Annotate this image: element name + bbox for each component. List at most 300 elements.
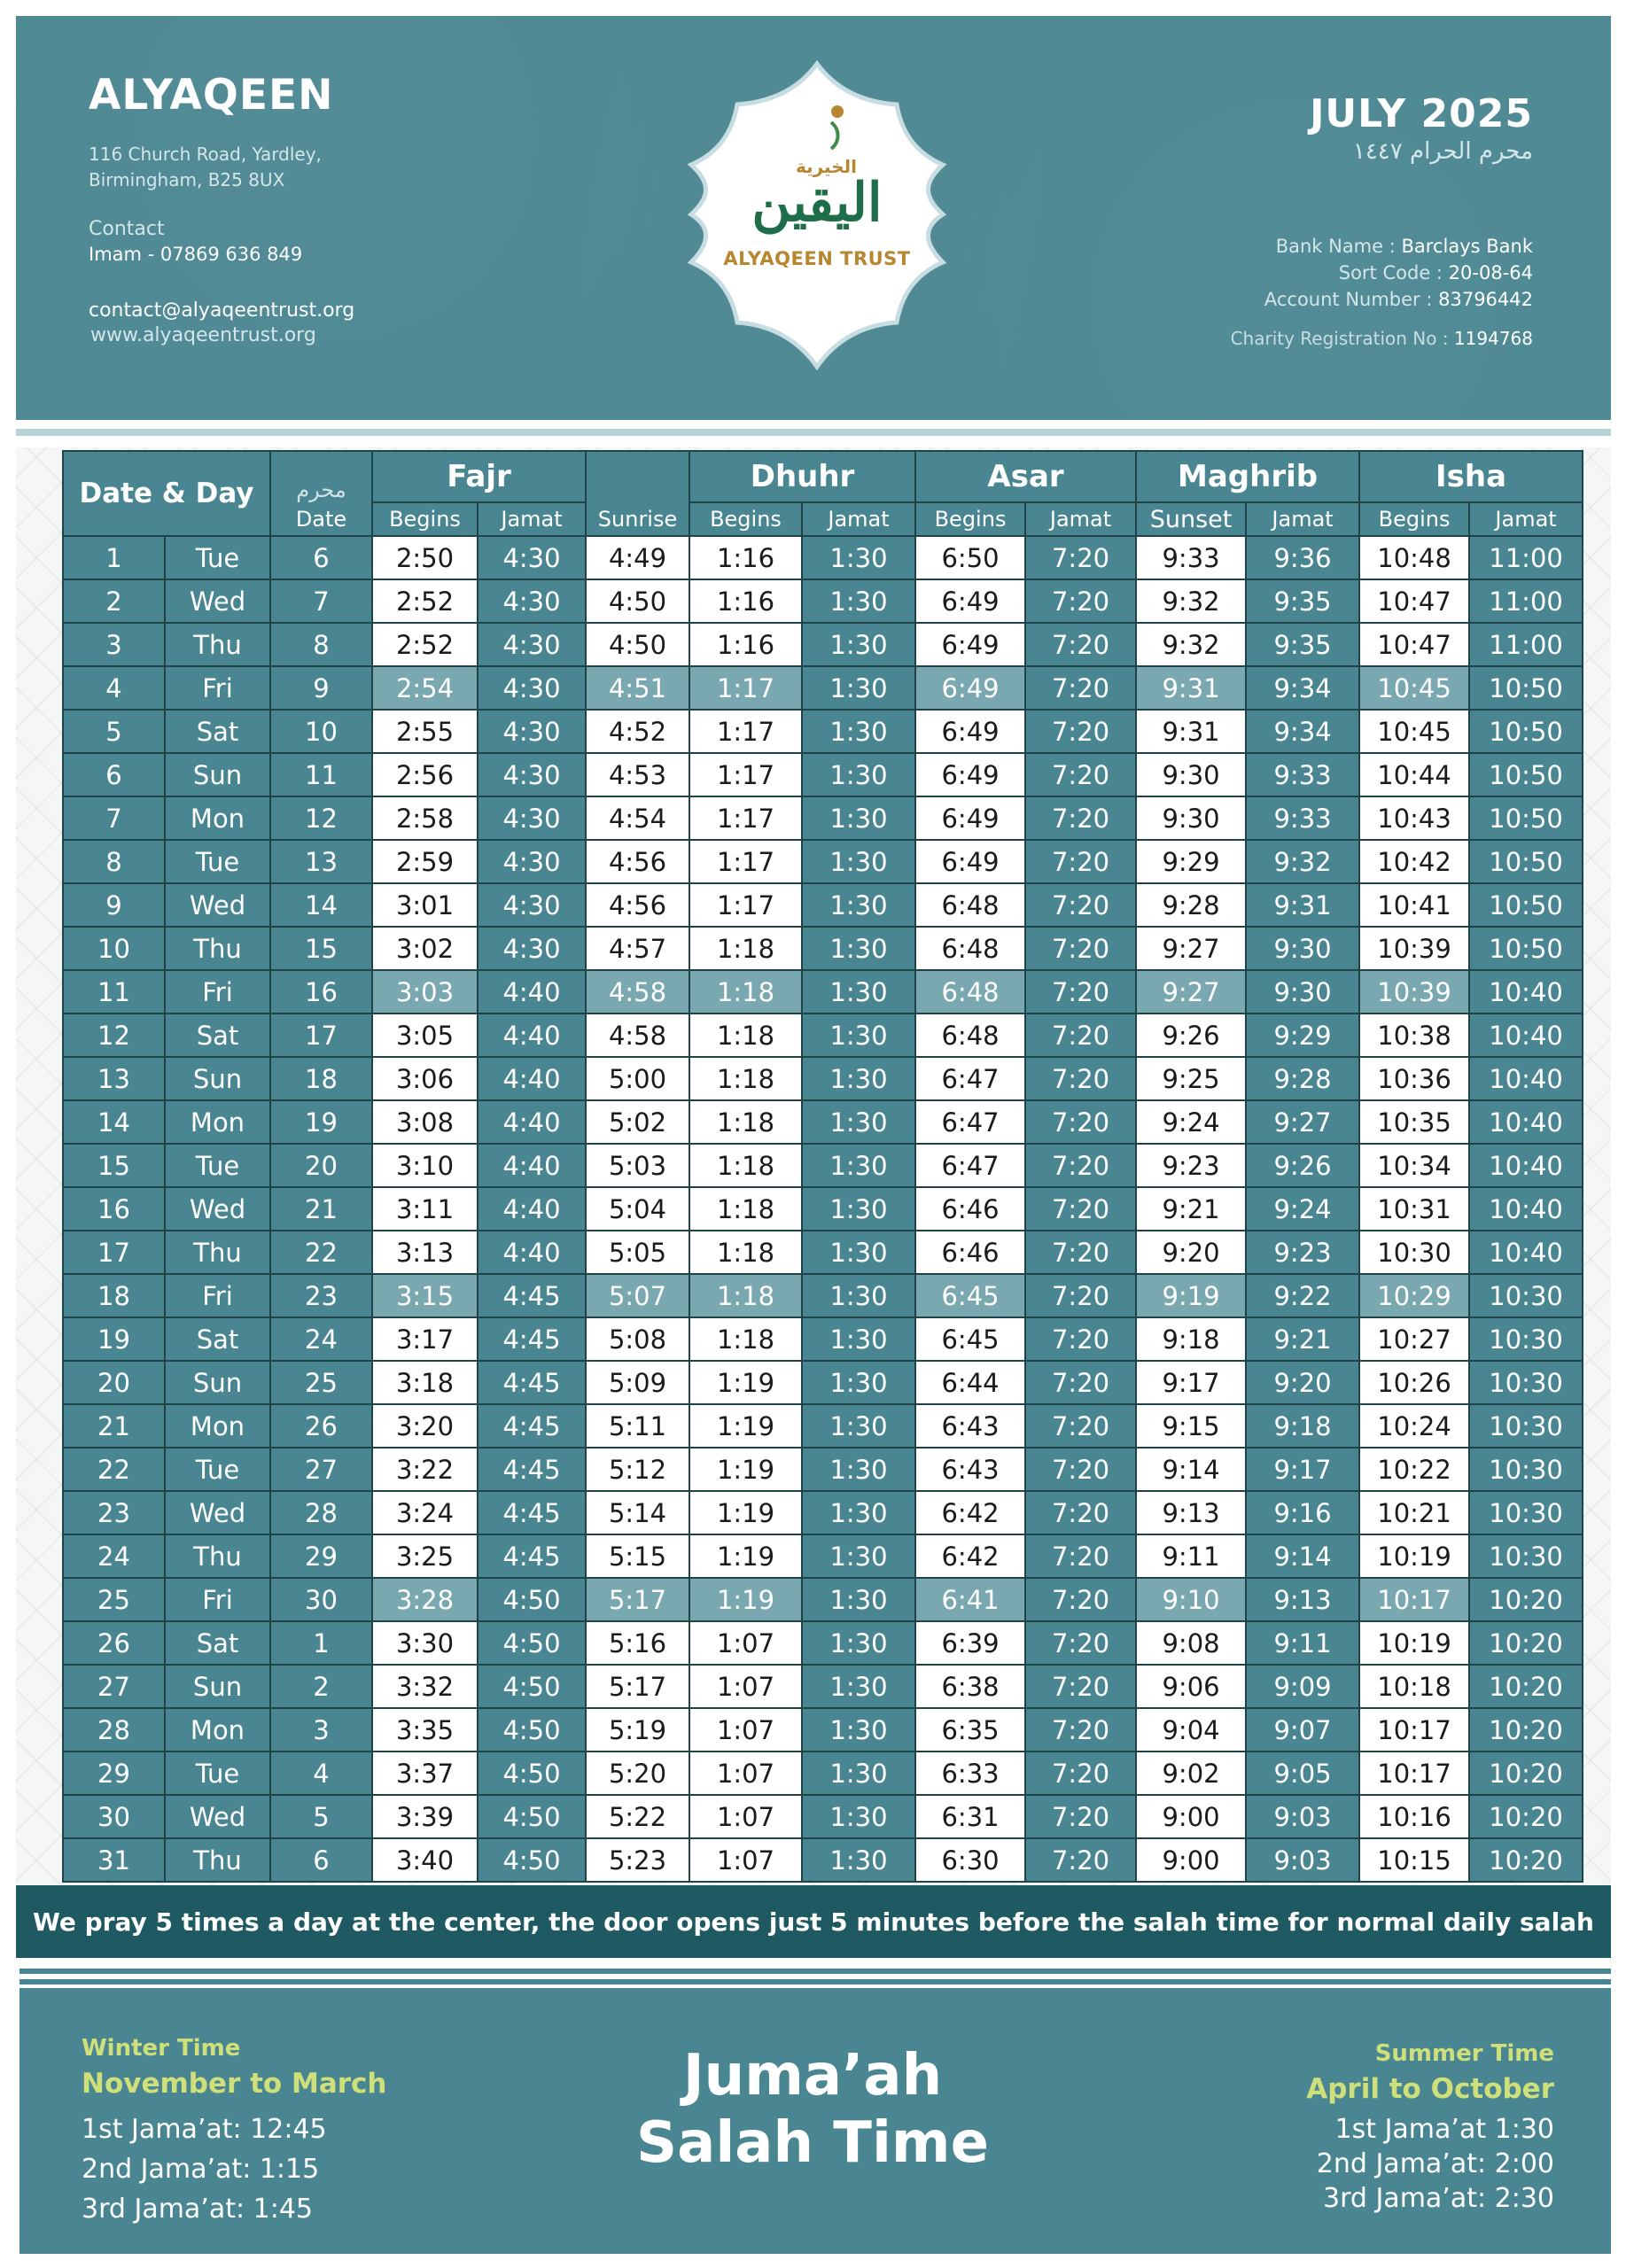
cell-maghrib-jamat: 9:05 <box>1246 1751 1359 1795</box>
cell-asar-begins: 6:41 <box>915 1578 1025 1621</box>
cell-asar-jamat: 7:20 <box>1025 1448 1136 1491</box>
cell-date: 29 <box>63 1751 165 1795</box>
cell-isha-begins: 10:17 <box>1359 1578 1469 1621</box>
cell-dhuhr-begins: 1:18 <box>689 1014 802 1057</box>
sort-code-label: Sort Code : <box>1338 262 1449 284</box>
cell-sunset: 9:19 <box>1136 1274 1246 1317</box>
cell-sunrise: 4:57 <box>586 927 689 970</box>
cell-fajr-begins: 3:35 <box>372 1708 478 1751</box>
cell-asar-begins: 6:49 <box>915 753 1025 796</box>
cell-day: Mon <box>165 796 270 840</box>
cell-fajr-jamat: 4:40 <box>478 1057 586 1100</box>
prayer-timetable <box>62 450 1583 1883</box>
charity-label: Charity Registration No : <box>1230 328 1454 349</box>
cell-isha-jamat: 10:50 <box>1469 710 1583 753</box>
sort-code-row <box>1264 260 1533 286</box>
cell-fajr-begins: 3:30 <box>372 1621 478 1665</box>
month-title: JULY 2025 <box>1310 91 1533 136</box>
summer-jamaat-1: 1st Jama’at 1:30 <box>1334 2114 1554 2145</box>
cell-hijri-date: 30 <box>270 1578 372 1621</box>
cell-maghrib-jamat: 9:26 <box>1246 1144 1359 1187</box>
cell-asar-begins: 6:42 <box>915 1534 1025 1578</box>
cell-isha-jamat: 10:50 <box>1469 840 1583 883</box>
cell-dhuhr-jamat: 1:30 <box>802 883 915 927</box>
cell-fajr-begins: 3:05 <box>372 1014 478 1057</box>
website-link[interactable]: www.alyaqeentrust.org <box>90 324 316 346</box>
table-row <box>63 536 1583 579</box>
cell-maghrib-jamat: 9:28 <box>1246 1057 1359 1100</box>
contact-label: Contact <box>89 218 165 240</box>
cell-asar-jamat: 7:20 <box>1025 1751 1136 1795</box>
winter-jamaat-list <box>82 2109 327 2229</box>
cell-dhuhr-begins: 1:16 <box>689 536 802 579</box>
cell-isha-begins: 10:19 <box>1359 1621 1469 1665</box>
cell-date: 27 <box>63 1665 165 1708</box>
cell-isha-begins: 10:22 <box>1359 1448 1469 1491</box>
cell-dhuhr-begins: 1:07 <box>689 1795 802 1838</box>
cell-day: Mon <box>165 1404 270 1448</box>
cell-day: Tue <box>165 1448 270 1491</box>
cell-dhuhr-begins: 1:17 <box>689 796 802 840</box>
cell-asar-jamat: 7:20 <box>1025 579 1136 623</box>
cell-asar-begins: 6:39 <box>915 1621 1025 1665</box>
cell-day: Sun <box>165 1665 270 1708</box>
header-hijri-date: Date <box>270 502 372 536</box>
cell-isha-jamat: 10:30 <box>1469 1404 1583 1448</box>
cell-dhuhr-begins: 1:18 <box>689 1057 802 1100</box>
cell-sunset: 9:10 <box>1136 1578 1246 1621</box>
cell-isha-begins: 10:42 <box>1359 840 1469 883</box>
table-row <box>63 1448 1583 1491</box>
bank-details <box>1264 233 1533 313</box>
cell-maghrib-jamat: 9:03 <box>1246 1838 1359 1882</box>
cell-asar-begins: 6:30 <box>915 1838 1025 1882</box>
cell-hijri-date: 21 <box>270 1187 372 1231</box>
cell-sunset: 9:31 <box>1136 710 1246 753</box>
table-row <box>63 1751 1583 1795</box>
cell-isha-begins: 10:29 <box>1359 1274 1469 1317</box>
cell-asar-begins: 6:47 <box>915 1057 1025 1100</box>
cell-sunset: 9:32 <box>1136 579 1246 623</box>
cell-maghrib-jamat: 9:18 <box>1246 1404 1359 1448</box>
cell-maghrib-jamat: 9:36 <box>1246 536 1359 579</box>
cell-sunset: 9:33 <box>1136 536 1246 579</box>
cell-isha-jamat: 10:20 <box>1469 1665 1583 1708</box>
cell-fajr-begins: 3:28 <box>372 1578 478 1621</box>
header-asar-jamat: Jamat <box>1025 502 1136 536</box>
cell-date: 14 <box>63 1100 165 1144</box>
cell-dhuhr-jamat: 1:30 <box>802 536 915 579</box>
cell-isha-jamat: 10:40 <box>1469 970 1583 1014</box>
cell-asar-jamat: 7:20 <box>1025 970 1136 1014</box>
cell-dhuhr-begins: 1:07 <box>689 1665 802 1708</box>
cell-sunset: 9:25 <box>1136 1057 1246 1100</box>
cell-dhuhr-jamat: 1:30 <box>802 1100 915 1144</box>
cell-fajr-begins: 3:20 <box>372 1404 478 1448</box>
cell-dhuhr-jamat: 1:30 <box>802 623 915 666</box>
cell-day: Sat <box>165 1014 270 1057</box>
cell-maghrib-jamat: 9:23 <box>1246 1231 1359 1274</box>
cell-dhuhr-begins: 1:16 <box>689 579 802 623</box>
cell-isha-jamat: 10:30 <box>1469 1361 1583 1404</box>
cell-maghrib-jamat: 9:22 <box>1246 1274 1359 1317</box>
cell-isha-begins: 10:31 <box>1359 1187 1469 1231</box>
cell-maghrib-jamat: 9:13 <box>1246 1578 1359 1621</box>
cell-date: 15 <box>63 1144 165 1187</box>
table-row <box>63 1665 1583 1708</box>
cell-sunset: 9:06 <box>1136 1665 1246 1708</box>
table-row <box>63 1317 1583 1361</box>
cell-asar-jamat: 7:20 <box>1025 710 1136 753</box>
cell-date: 24 <box>63 1534 165 1578</box>
cell-maghrib-jamat: 9:30 <box>1246 927 1359 970</box>
cell-maghrib-jamat: 9:33 <box>1246 796 1359 840</box>
cell-maghrib-jamat: 9:07 <box>1246 1708 1359 1751</box>
cell-asar-jamat: 7:20 <box>1025 666 1136 710</box>
cell-fajr-begins: 3:01 <box>372 883 478 927</box>
header-asar: Asar <box>915 451 1136 502</box>
header-fajr-jamat: Jamat <box>478 502 586 536</box>
cell-day: Thu <box>165 1838 270 1882</box>
cell-day: Sat <box>165 1621 270 1665</box>
cell-sunset: 9:04 <box>1136 1708 1246 1751</box>
cell-hijri-date: 7 <box>270 579 372 623</box>
table-row <box>63 1274 1583 1317</box>
cell-day: Thu <box>165 1231 270 1274</box>
header-fajr: Fajr <box>372 451 586 502</box>
header-isha: Isha <box>1359 451 1583 502</box>
cell-asar-jamat: 7:20 <box>1025 1361 1136 1404</box>
summer-time-title: Summer Time <box>1374 2040 1554 2067</box>
cell-fajr-begins: 2:56 <box>372 753 478 796</box>
winter-time-range: November to March <box>82 2068 387 2100</box>
cell-hijri-date: 13 <box>270 840 372 883</box>
cell-date: 9 <box>63 883 165 927</box>
cell-sunrise: 5:04 <box>586 1187 689 1231</box>
sort-code-value: 20-08-64 <box>1448 262 1533 284</box>
cell-isha-begins: 10:35 <box>1359 1100 1469 1144</box>
cell-fajr-begins: 3:15 <box>372 1274 478 1317</box>
cell-asar-jamat: 7:20 <box>1025 536 1136 579</box>
cell-maghrib-jamat: 9:34 <box>1246 710 1359 753</box>
cell-fajr-jamat: 4:50 <box>478 1751 586 1795</box>
cell-asar-begins: 6:48 <box>915 927 1025 970</box>
cell-dhuhr-jamat: 1:30 <box>802 1404 915 1448</box>
cell-sunset: 9:08 <box>1136 1621 1246 1665</box>
cell-fajr-begins: 3:02 <box>372 927 478 970</box>
cell-asar-begins: 6:49 <box>915 796 1025 840</box>
cell-isha-jamat: 10:30 <box>1469 1448 1583 1491</box>
cell-sunrise: 5:17 <box>586 1578 689 1621</box>
cell-fajr-begins: 3:25 <box>372 1534 478 1578</box>
header-maghrib: Maghrib <box>1136 451 1359 502</box>
cell-asar-begins: 6:48 <box>915 1014 1025 1057</box>
cell-asar-begins: 6:43 <box>915 1404 1025 1448</box>
cell-asar-jamat: 7:20 <box>1025 1404 1136 1448</box>
header-sunrise-top <box>586 451 689 502</box>
cell-asar-begins: 6:43 <box>915 1448 1025 1491</box>
cell-isha-begins: 10:47 <box>1359 623 1469 666</box>
cell-asar-jamat: 7:20 <box>1025 1057 1136 1100</box>
cell-fajr-begins: 3:10 <box>372 1144 478 1187</box>
cell-isha-jamat: 10:50 <box>1469 927 1583 970</box>
cell-sunset: 9:13 <box>1136 1491 1246 1534</box>
cell-day: Sun <box>165 1361 270 1404</box>
cell-dhuhr-begins: 1:19 <box>689 1404 802 1448</box>
cell-isha-jamat: 11:00 <box>1469 536 1583 579</box>
cell-dhuhr-begins: 1:07 <box>689 1621 802 1665</box>
cell-isha-jamat: 11:00 <box>1469 579 1583 623</box>
table-row <box>63 1100 1583 1144</box>
cell-isha-begins: 10:41 <box>1359 883 1469 927</box>
header-asar-begins: Begins <box>915 502 1025 536</box>
cell-date: 25 <box>63 1578 165 1621</box>
cell-sunset: 9:31 <box>1136 666 1246 710</box>
cell-hijri-date: 23 <box>270 1274 372 1317</box>
cell-asar-jamat: 7:20 <box>1025 1708 1136 1751</box>
cell-dhuhr-jamat: 1:30 <box>802 1534 915 1578</box>
table-row <box>63 1144 1583 1187</box>
cell-date: 28 <box>63 1708 165 1751</box>
cell-isha-begins: 10:17 <box>1359 1751 1469 1795</box>
cell-dhuhr-jamat: 1:30 <box>802 1057 915 1100</box>
table-row <box>63 840 1583 883</box>
cell-dhuhr-jamat: 1:30 <box>802 579 915 623</box>
cell-asar-jamat: 7:20 <box>1025 1534 1136 1578</box>
cell-fajr-jamat: 4:40 <box>478 1144 586 1187</box>
cell-hijri-date: 9 <box>270 666 372 710</box>
cell-fajr-jamat: 4:45 <box>478 1491 586 1534</box>
address-line-1: 116 Church Road, Yardley, <box>89 144 322 165</box>
cell-asar-begins: 6:45 <box>915 1317 1025 1361</box>
charity-number: 1194768 <box>1453 328 1533 349</box>
cell-asar-begins: 6:49 <box>915 579 1025 623</box>
table-row <box>63 1057 1583 1100</box>
cell-day: Mon <box>165 1100 270 1144</box>
cell-fajr-jamat: 4:30 <box>478 666 586 710</box>
cell-dhuhr-begins: 1:17 <box>689 883 802 927</box>
table-row <box>63 1361 1583 1404</box>
footer-stripe-2 <box>19 1979 1611 1984</box>
cell-fajr-begins: 2:52 <box>372 623 478 666</box>
cell-asar-begins: 6:35 <box>915 1708 1025 1751</box>
cell-isha-jamat: 10:40 <box>1469 1231 1583 1274</box>
cell-maghrib-jamat: 9:14 <box>1246 1534 1359 1578</box>
footer-divider <box>16 1960 1611 1965</box>
cell-fajr-jamat: 4:45 <box>478 1404 586 1448</box>
cell-fajr-begins: 3:18 <box>372 1361 478 1404</box>
cell-sunrise: 5:11 <box>586 1404 689 1448</box>
logo-text: ALYAQEEN TRUST <box>723 248 911 269</box>
cell-date: 5 <box>63 710 165 753</box>
cell-asar-jamat: 7:20 <box>1025 796 1136 840</box>
cell-sunrise: 5:05 <box>586 1231 689 1274</box>
cell-day: Sat <box>165 710 270 753</box>
header-hijri-month: محرم <box>270 451 372 502</box>
cell-fajr-jamat: 4:50 <box>478 1621 586 1665</box>
cell-isha-jamat: 10:20 <box>1469 1838 1583 1882</box>
cell-date: 11 <box>63 970 165 1014</box>
contact-email[interactable]: contact@alyaqeentrust.org <box>89 299 355 322</box>
cell-fajr-jamat: 4:45 <box>478 1534 586 1578</box>
cell-isha-begins: 10:16 <box>1359 1795 1469 1838</box>
cell-asar-begins: 6:49 <box>915 666 1025 710</box>
cell-isha-jamat: 10:50 <box>1469 666 1583 710</box>
cell-day: Fri <box>165 666 270 710</box>
cell-hijri-date: 17 <box>270 1014 372 1057</box>
timetable-body <box>63 536 1583 1882</box>
org-address <box>89 142 443 193</box>
winter-time-title: Winter Time <box>82 2035 241 2062</box>
cell-day: Thu <box>165 927 270 970</box>
table-row <box>63 1838 1583 1882</box>
cell-asar-begins: 6:49 <box>915 710 1025 753</box>
cell-sunrise: 5:20 <box>586 1751 689 1795</box>
cell-hijri-date: 18 <box>270 1057 372 1100</box>
cell-maghrib-jamat: 9:16 <box>1246 1491 1359 1534</box>
cell-fajr-begins: 2:50 <box>372 536 478 579</box>
cell-sunset: 9:28 <box>1136 883 1246 927</box>
cell-dhuhr-jamat: 1:30 <box>802 1274 915 1317</box>
cell-sunset: 9:00 <box>1136 1795 1246 1838</box>
header-sunrise: Sunrise <box>586 502 689 536</box>
cell-asar-jamat: 7:20 <box>1025 1838 1136 1882</box>
cell-sunset: 9:15 <box>1136 1404 1246 1448</box>
header-fajr-begins: Begins <box>372 502 478 536</box>
cell-day: Thu <box>165 623 270 666</box>
cell-dhuhr-begins: 1:17 <box>689 840 802 883</box>
cell-fajr-begins: 3:32 <box>372 1665 478 1708</box>
cell-hijri-date: 15 <box>270 927 372 970</box>
cell-sunset: 9:18 <box>1136 1317 1246 1361</box>
cell-sunrise: 5:00 <box>586 1057 689 1100</box>
cell-hijri-date: 8 <box>270 623 372 666</box>
cell-sunset: 9:29 <box>1136 840 1246 883</box>
cell-isha-jamat: 10:20 <box>1469 1578 1583 1621</box>
account-label: Account Number : <box>1264 289 1439 310</box>
cell-dhuhr-jamat: 1:30 <box>802 1187 915 1231</box>
cell-sunrise: 5:16 <box>586 1621 689 1665</box>
cell-asar-jamat: 7:20 <box>1025 1014 1136 1057</box>
cell-fajr-jamat: 4:30 <box>478 927 586 970</box>
cell-fajr-jamat: 4:30 <box>478 796 586 840</box>
cell-fajr-jamat: 4:30 <box>478 883 586 927</box>
cell-day: Fri <box>165 1578 270 1621</box>
cell-sunset: 9:17 <box>1136 1361 1246 1404</box>
table-row <box>63 623 1583 666</box>
cell-day: Fri <box>165 1274 270 1317</box>
cell-asar-begins: 6:31 <box>915 1795 1025 1838</box>
cell-dhuhr-begins: 1:07 <box>689 1838 802 1882</box>
cell-sunset: 9:00 <box>1136 1838 1246 1882</box>
cell-isha-begins: 10:17 <box>1359 1708 1469 1751</box>
cell-isha-jamat: 10:20 <box>1469 1621 1583 1665</box>
cell-fajr-begins: 2:52 <box>372 579 478 623</box>
header-divider <box>16 420 1611 425</box>
cell-fajr-jamat: 4:50 <box>478 1708 586 1751</box>
cell-asar-begins: 6:42 <box>915 1491 1025 1534</box>
header-maghrib-jamat: Jamat <box>1246 502 1359 536</box>
winter-jamaat-2: 2nd Jama’at: 1:15 <box>82 2154 320 2185</box>
cell-fajr-begins: 3:08 <box>372 1100 478 1144</box>
cell-isha-begins: 10:44 <box>1359 753 1469 796</box>
cell-sunrise: 5:03 <box>586 1144 689 1187</box>
cell-isha-jamat: 10:20 <box>1469 1795 1583 1838</box>
cell-asar-begins: 6:46 <box>915 1231 1025 1274</box>
cell-maghrib-jamat: 9:20 <box>1246 1361 1359 1404</box>
cell-maghrib-jamat: 9:21 <box>1246 1317 1359 1361</box>
cell-asar-begins: 6:46 <box>915 1187 1025 1231</box>
cell-hijri-date: 10 <box>270 710 372 753</box>
cell-asar-begins: 6:33 <box>915 1751 1025 1795</box>
cell-fajr-jamat: 4:30 <box>478 579 586 623</box>
cell-sunrise: 4:56 <box>586 883 689 927</box>
summer-time-range: April to October <box>1306 2073 1554 2105</box>
cell-dhuhr-jamat: 1:30 <box>802 927 915 970</box>
cell-hijri-date: 22 <box>270 1231 372 1274</box>
cell-day: Sat <box>165 1317 270 1361</box>
cell-date: 18 <box>63 1274 165 1317</box>
cell-date: 26 <box>63 1621 165 1665</box>
cell-isha-begins: 10:18 <box>1359 1665 1469 1708</box>
cell-fajr-jamat: 4:40 <box>478 1014 586 1057</box>
table-row <box>63 1578 1583 1621</box>
cell-day: Tue <box>165 1144 270 1187</box>
header-divider-light <box>16 429 1611 436</box>
cell-sunset: 9:23 <box>1136 1144 1246 1187</box>
cell-fajr-jamat: 4:30 <box>478 623 586 666</box>
cell-day: Tue <box>165 536 270 579</box>
account-value: 83796442 <box>1438 289 1533 310</box>
cell-day: Tue <box>165 1751 270 1795</box>
cell-day: Thu <box>165 1534 270 1578</box>
cell-dhuhr-begins: 1:18 <box>689 1100 802 1144</box>
header-date-day: Date & Day <box>63 451 270 536</box>
cell-dhuhr-begins: 1:17 <box>689 666 802 710</box>
cell-asar-begins: 6:38 <box>915 1665 1025 1708</box>
cell-isha-jamat: 10:40 <box>1469 1187 1583 1231</box>
cell-isha-begins: 10:21 <box>1359 1491 1469 1534</box>
cell-maghrib-jamat: 9:27 <box>1246 1100 1359 1144</box>
cell-fajr-jamat: 4:40 <box>478 970 586 1014</box>
cell-fajr-jamat: 4:40 <box>478 1187 586 1231</box>
cell-hijri-date: 6 <box>270 1838 372 1882</box>
alyaqeen-trust-logo <box>657 58 976 377</box>
table-row <box>63 1534 1583 1578</box>
cell-day: Wed <box>165 1187 270 1231</box>
cell-sunrise: 5:14 <box>586 1491 689 1534</box>
cell-isha-jamat: 10:40 <box>1469 1014 1583 1057</box>
cell-asar-jamat: 7:20 <box>1025 1144 1136 1187</box>
cell-day: Sun <box>165 1057 270 1100</box>
org-name: ALYAQEEN <box>89 71 334 120</box>
cell-maghrib-jamat: 9:30 <box>1246 970 1359 1014</box>
cell-dhuhr-jamat: 1:30 <box>802 1838 915 1882</box>
charity-registration <box>1231 328 1533 349</box>
cell-asar-jamat: 7:20 <box>1025 840 1136 883</box>
cell-dhuhr-jamat: 1:30 <box>802 1795 915 1838</box>
cell-date: 20 <box>63 1361 165 1404</box>
cell-asar-begins: 6:47 <box>915 1100 1025 1144</box>
cell-fajr-jamat: 4:50 <box>478 1795 586 1838</box>
cell-fajr-begins: 3:13 <box>372 1231 478 1274</box>
cell-dhuhr-begins: 1:17 <box>689 753 802 796</box>
salah-notice: We pray 5 times a day at the center, the door opens just 5 minutes before the salah time for normal daily salah <box>16 1885 1611 1958</box>
winter-jamaat-1: 1st Jama’at: 12:45 <box>82 2114 327 2145</box>
cell-sunrise: 5:15 <box>586 1534 689 1578</box>
hijri-month-title: محرم الحرام ١٤٤٧ <box>1352 138 1533 165</box>
cell-hijri-date: 29 <box>270 1534 372 1578</box>
